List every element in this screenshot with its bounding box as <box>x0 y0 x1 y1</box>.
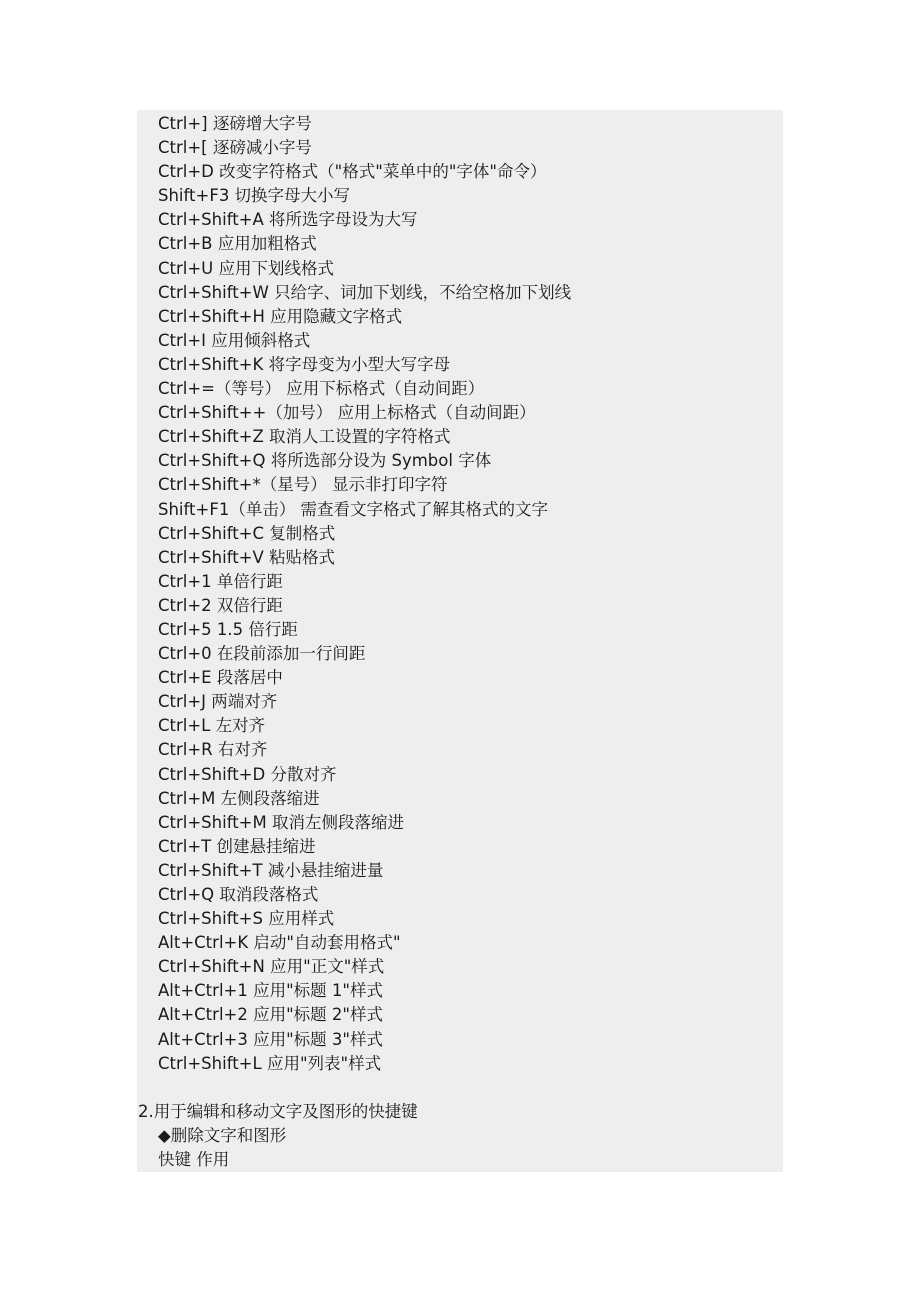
shortcut-line: Ctrl+Shift+Z 取消人工设置的字符格式 <box>158 427 451 447</box>
shortcut-line: Ctrl+5 1.5 倍行距 <box>158 619 298 639</box>
shortcut-line: Ctrl+Shift+M 取消左侧段落缩进 <box>158 812 404 832</box>
shortcut-line: Ctrl+Shift+N 应用"正文"样式 <box>158 957 385 977</box>
column-header: 快键 作用 <box>158 1150 230 1170</box>
shortcut-line: Ctrl+2 双倍行距 <box>158 595 283 615</box>
shortcut-line: Ctrl+0 在段前添加一行间距 <box>158 644 366 664</box>
shortcut-line: Ctrl+E 段落居中 <box>158 668 283 688</box>
blank-line <box>137 1076 783 1100</box>
shortcut-line: Shift+F3 切换字母大小写 <box>158 186 351 206</box>
shortcut-line: Ctrl+Shift+L 应用"列表"样式 <box>158 1053 382 1073</box>
shortcut-line: Alt+Ctrl+1 应用"标题 1"样式 <box>158 981 384 1001</box>
shortcut-line: Ctrl+Q 取消段落格式 <box>158 885 319 904</box>
subheading: ◆删除文字和图形 <box>158 1125 287 1145</box>
shortcut-line: Ctrl+L 左对齐 <box>158 716 266 736</box>
shortcut-list <box>137 112 783 1172</box>
shortcut-line: Ctrl+T 创建悬挂缩进 <box>158 836 316 856</box>
shortcut-line: Alt+Ctrl+3 应用"标题 3"样式 <box>158 1029 384 1049</box>
shortcut-line: Ctrl+R 右对齐 <box>158 740 268 760</box>
shortcut-line: Ctrl+U 应用下划线格式 <box>158 258 335 278</box>
shortcut-line: Ctrl+Shift+*（星号） 显示非打印字符 <box>158 475 448 495</box>
shortcut-line: Ctrl+[ 逐磅减小字号 <box>158 138 312 158</box>
shortcut-line: Ctrl+B 应用加粗格式 <box>158 234 317 254</box>
shortcut-line: Ctrl+I 应用倾斜格式 <box>158 330 311 350</box>
shortcut-line: Ctrl+Shift+D 分散对齐 <box>158 764 337 784</box>
document-panel <box>137 110 783 1172</box>
shortcut-line: Ctrl+Shift+H 应用隐藏文字格式 <box>158 306 403 326</box>
shortcut-line: Ctrl+Shift+Q 将所选部分设为 Symbol 字体 <box>158 451 492 471</box>
shortcut-line: Shift+F1（单击） 需查看文字格式了解其格式的文字 <box>158 499 549 519</box>
shortcut-line: Alt+Ctrl+2 应用"标题 2"样式 <box>158 1005 384 1025</box>
shortcut-line: Ctrl+1 单倍行距 <box>158 571 283 591</box>
shortcut-line: Ctrl+Shift+W 只给字、词加下划线，不给空格加下划线 <box>158 282 572 302</box>
shortcut-line: Ctrl+J 两端对齐 <box>158 692 278 712</box>
section-heading: 2.用于编辑和移动文字及图形的快捷键 <box>138 1101 418 1121</box>
shortcut-line: Ctrl+Shift++（加号） 应用上标格式（自动间距） <box>158 403 536 423</box>
shortcut-line: Ctrl+] 逐磅增大字号 <box>158 114 312 133</box>
shortcut-line: Ctrl+Shift+S 应用样式 <box>158 909 335 929</box>
shortcut-line: Alt+Ctrl+K 启动"自动套用格式" <box>158 933 401 953</box>
shortcut-line: Ctrl+Shift+T 减小悬挂缩进量 <box>158 860 384 880</box>
shortcut-line: Ctrl+M 左侧段落缩进 <box>158 788 320 808</box>
shortcut-line: Ctrl+=（等号） 应用下标格式（自动间距） <box>158 379 485 399</box>
shortcut-line: Ctrl+Shift+K 将字母变为小型大写字母 <box>158 354 451 374</box>
shortcut-line: Ctrl+Shift+V 粘贴格式 <box>158 547 336 567</box>
shortcut-line: Ctrl+Shift+C 复制格式 <box>158 523 336 543</box>
shortcut-line: Ctrl+D 改变字符格式（"格式"菜单中的"字体"命令） <box>158 162 547 182</box>
shortcut-line: Ctrl+Shift+A 将所选字母设为大写 <box>158 210 418 230</box>
